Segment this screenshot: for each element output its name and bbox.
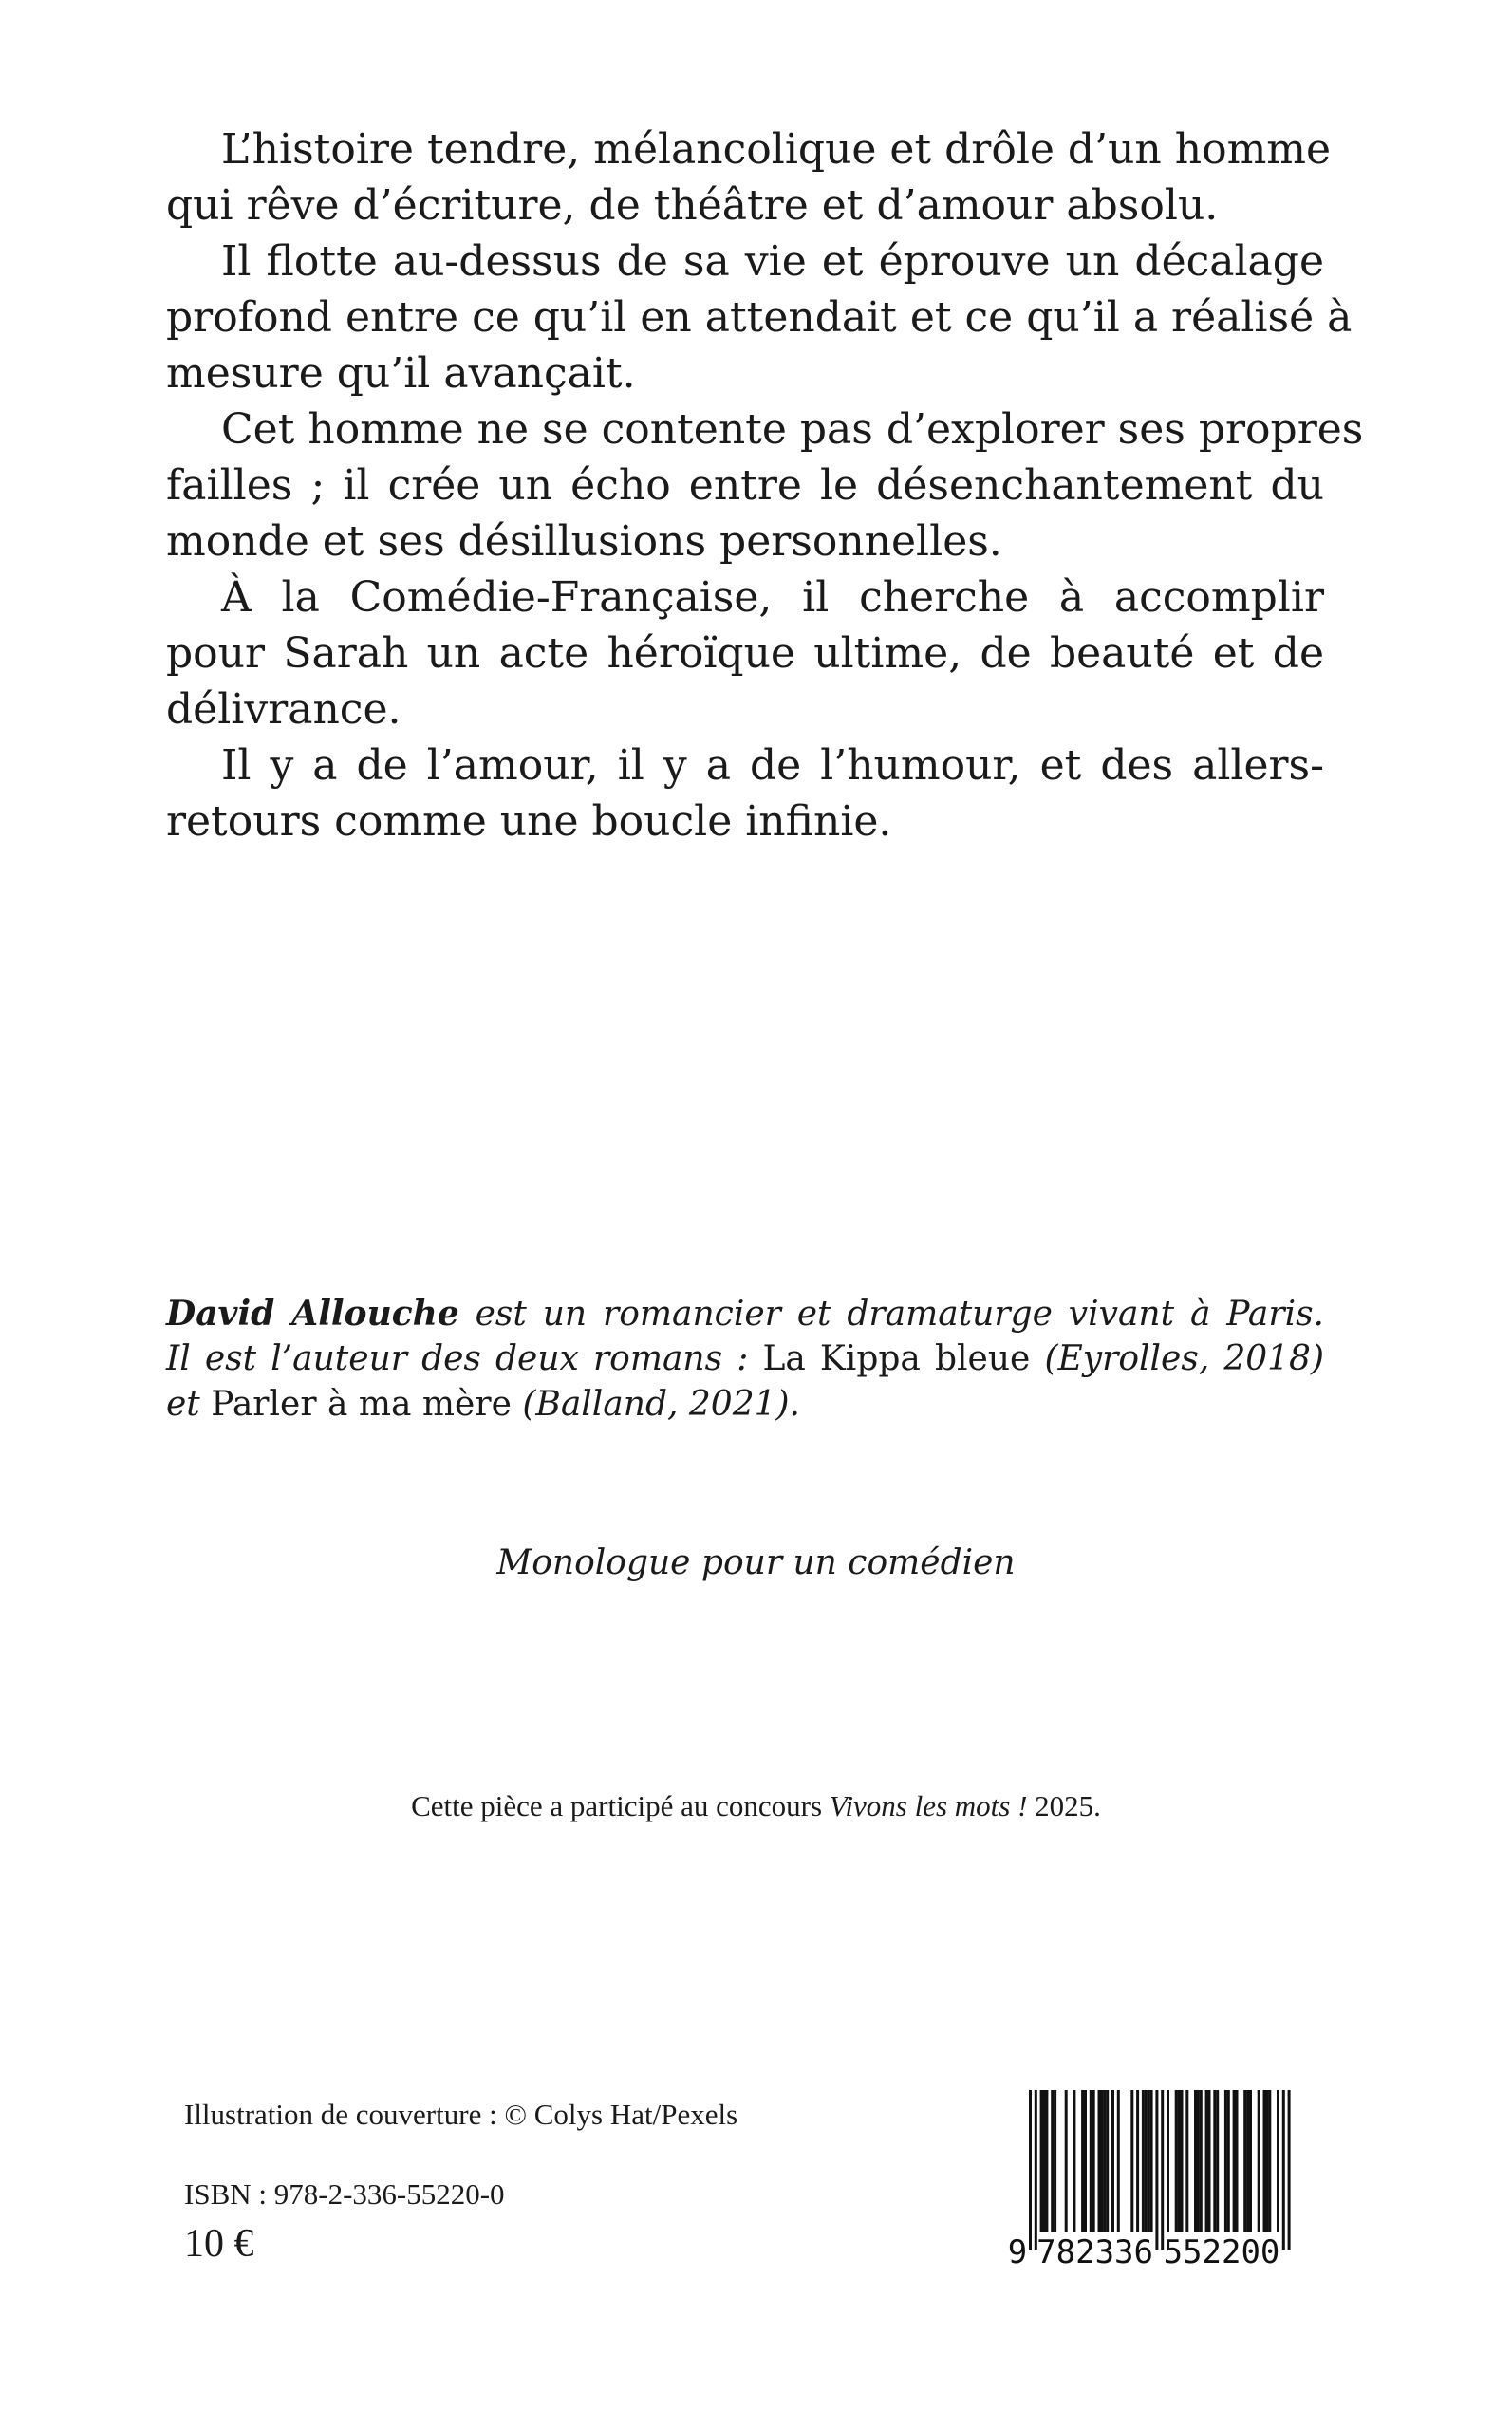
barcode-bar (1084, 2090, 1087, 2232)
bio-text: est un romancier et dramaturge vivant à Paris. (458, 1295, 1325, 1334)
barcode-bar (1103, 2090, 1106, 2232)
blurb-line: mesure qu’il avançait. (166, 349, 636, 398)
barcode-bar (1111, 2090, 1114, 2232)
barcode-bar (1043, 2090, 1046, 2232)
bio-text: et (166, 1385, 212, 1424)
barcode-bar (1073, 2090, 1075, 2232)
barcode-bar (1155, 2090, 1158, 2250)
isbn: ISBN : 978-2-336-55220-0 (184, 2177, 505, 2211)
bio-text: Il est l’auteur des deux romans : (166, 1339, 763, 1378)
blurb-line: profond entre ce qu’il en attendait et ce qu’il a réalisé à (166, 293, 1353, 342)
blurb-line: délivrance. (166, 685, 401, 734)
barcode-bar (1258, 2090, 1260, 2232)
barcode-bar (1051, 2090, 1054, 2232)
barcode-bar (1148, 2090, 1150, 2232)
barcode-bar (1035, 2090, 1037, 2250)
barcode-bar (1029, 2090, 1032, 2250)
barcode (1008, 2086, 1308, 2267)
barcode-bar (1142, 2090, 1145, 2232)
barcode-bar (1224, 2090, 1227, 2232)
barcode-bar (1181, 2090, 1184, 2232)
barcode-bar (1282, 2090, 1285, 2250)
barcode-bar (1106, 2090, 1109, 2232)
barcode-bar (1265, 2090, 1268, 2232)
bio-line (166, 1291, 1324, 1336)
barcode-bar (1200, 2090, 1203, 2232)
barcode-digits: 782336 (1036, 2233, 1154, 2267)
genre-label: Monologue pour un comédien (496, 1543, 1016, 1582)
barcode-bar (1263, 2090, 1266, 2232)
barcode-bar (1150, 2090, 1153, 2232)
book-title: La Kippa bleue (762, 1339, 1031, 1378)
barcode-bar (1081, 2090, 1084, 2232)
illustration-credit: Illustration de couverture : © Colys Hat/Pexels (184, 2098, 738, 2131)
barcode-bar (1288, 2090, 1291, 2250)
blurb-line: pour Sarah un acte héroïque ultime, de beauté et de (166, 629, 1324, 678)
blurb-line: monde et ses désillusions personnelles. (166, 517, 1002, 566)
barcode-bar (1216, 2090, 1219, 2232)
barcode-bar (1167, 2090, 1169, 2232)
barcode-bar (1175, 2090, 1178, 2232)
contest-name: Vivons les mots ! (829, 1789, 1028, 1822)
author-name: David Allouche (166, 1294, 459, 1334)
barcode-bar (1213, 2090, 1216, 2232)
author-bio (166, 1291, 1324, 1428)
back-cover-blurb (166, 121, 1364, 850)
barcode-bar (1098, 2090, 1101, 2232)
barcode-bar (1249, 2090, 1252, 2232)
blurb-line: Cet homme ne se contente pas d’explorer ses propres (221, 405, 1364, 454)
price: 10 € (184, 2222, 254, 2266)
barcode-digits: 9 (1008, 2233, 1028, 2267)
barcode-bar (1117, 2090, 1120, 2232)
barcode-bar (1054, 2090, 1056, 2232)
bio-line (166, 1382, 1324, 1428)
barcode-bar (1243, 2090, 1246, 2232)
blurb-line: Il y a de l’amour, il y a de l’humour, et des allers- (221, 741, 1324, 790)
barcode-bar (1194, 2090, 1197, 2232)
blurb-line: retours comme une boucle infinie. (166, 797, 892, 846)
barcode-bar (1246, 2090, 1249, 2232)
barcode-bar (1130, 2090, 1133, 2232)
blurb-line: À la Comédie-Française, il cherche à accomplir (221, 573, 1324, 622)
barcode-bar (1277, 2090, 1279, 2232)
barcode-bar (1205, 2090, 1208, 2232)
book-publisher: (Balland, 2021). (511, 1385, 800, 1424)
barcode-bar (1161, 2090, 1164, 2250)
barcode-bar (1233, 2090, 1236, 2232)
contest-year: 2025. (1027, 1789, 1101, 1822)
barcode-bar (1092, 2090, 1095, 2232)
barcode-bar (1268, 2090, 1271, 2232)
book-title: Parler à ma mère (211, 1385, 512, 1424)
blurb-line: L’histoire tendre, mélancolique et drôle d’un homme (221, 125, 1332, 174)
barcode-bar (1178, 2090, 1181, 2232)
barcode-bar (1065, 2090, 1068, 2232)
book-publisher: (Eyrolles, 2018) (1030, 1339, 1325, 1378)
barcode-bar (1208, 2090, 1211, 2232)
barcode-bar (1100, 2090, 1103, 2232)
barcode-bar (1090, 2090, 1092, 2232)
blurb-line: failles ; il crée un écho entre le désenchantement du (166, 461, 1324, 510)
barcode-bar (1227, 2090, 1230, 2232)
barcode-bar (1185, 2090, 1188, 2232)
contest-note (0, 1789, 1512, 1823)
barcode-bar (1236, 2090, 1239, 2232)
bio-line (166, 1336, 1324, 1382)
barcode-bar (1136, 2090, 1139, 2232)
barcode-bar (1040, 2090, 1043, 2232)
barcode-bar (1045, 2090, 1048, 2232)
contest-text: Cette pièce a participé au concours (411, 1789, 830, 1822)
blurb-line: qui rêve d’écriture, de théâtre et d’amour absolu. (166, 181, 1219, 230)
barcode-bar (1145, 2090, 1148, 2232)
barcode-bar (1197, 2090, 1200, 2232)
barcode-digits: 552200 (1163, 2233, 1280, 2267)
blurb-line: Il flotte au-dessus de sa vie et éprouve un décalage (221, 237, 1324, 286)
